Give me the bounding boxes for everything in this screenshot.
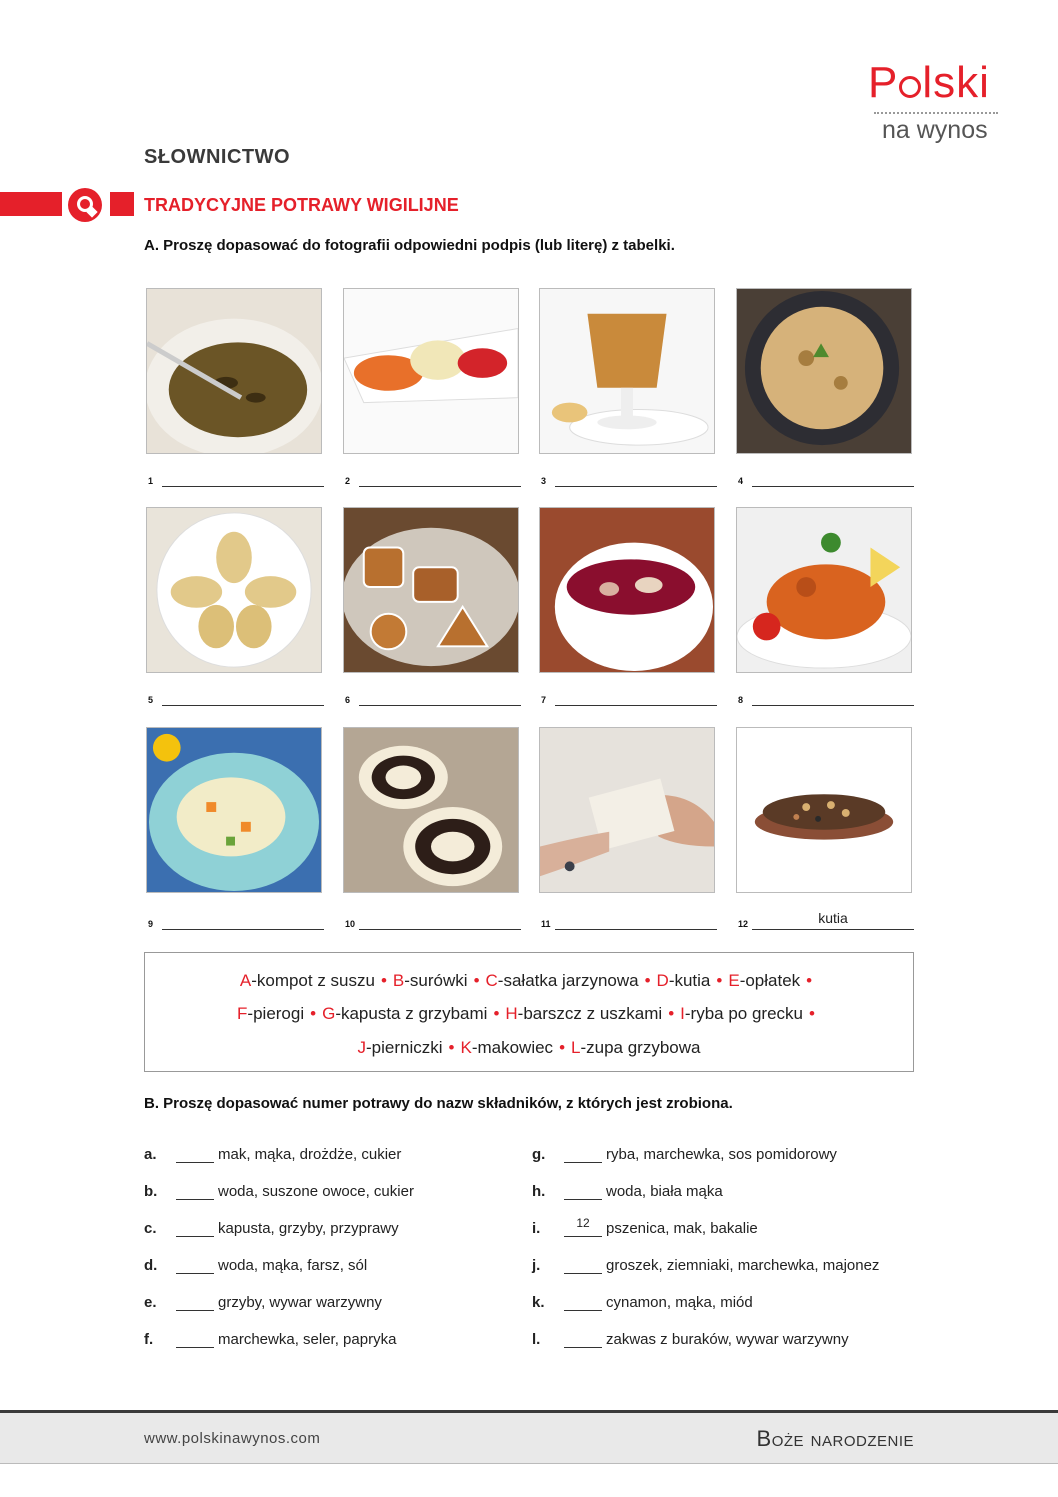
answer-line[interactable] [162,929,324,930]
item-letter: c. [144,1220,157,1237]
option-bullet: • [310,1004,317,1023]
photo-number: 9 [148,919,154,929]
option-bullet: • [380,971,387,990]
item-letter: k. [532,1294,545,1311]
photo-number: 2 [345,476,351,486]
logo-o-ring [899,76,921,98]
red-accent-square [110,192,134,216]
ingredients-text: mak, mąka, drożdże, cukier [218,1146,402,1163]
option-bullet: • [448,1038,455,1057]
options-row [145,971,913,991]
answer-blank[interactable] [176,1347,214,1348]
option-text: -pierogi [247,1004,305,1023]
answer-blank[interactable] [564,1347,602,1348]
answer-blank[interactable] [176,1310,214,1311]
option-letter: J [357,1038,366,1057]
options-row [145,1038,913,1058]
answer-line[interactable] [555,486,717,487]
answer-line[interactable] [752,705,914,706]
ingredients-text: pszenica, mak, bakalie [606,1220,758,1237]
photo-number: 1 [148,476,154,486]
answer-blank[interactable] [564,1273,602,1274]
option-bullet: • [809,1004,815,1023]
item-letter: f. [144,1331,154,1348]
option-text: -sałatka jarzynowa [497,971,639,990]
photo-number: 6 [345,695,351,705]
answer-blank[interactable] [564,1236,602,1237]
answer-line[interactable] [162,705,324,706]
answer-blank[interactable] [176,1162,214,1163]
option-bullet: • [716,971,723,990]
option-text: -opłatek [739,971,801,990]
option-letter: C [485,971,498,990]
logo-main-text: P lski [868,58,990,107]
vegetable-salads-photo [343,288,519,454]
option-letter: D [656,971,669,990]
poppy-seed-roll-photo [343,727,519,893]
option-letter: L [571,1038,581,1057]
answer-text[interactable]: kutia [818,910,848,926]
item-letter: e. [144,1294,157,1311]
ingredients-text: zakwas z buraków, wywar warzywny [606,1331,849,1348]
christmas-wafer-photo [539,727,715,893]
photo-number: 10 [345,919,356,929]
option-bullet: • [644,971,651,990]
ingredients-text: woda, biała mąka [606,1183,723,1200]
vegetable-salad-photo [146,727,322,893]
polski-na-wynos-logo [868,58,1000,148]
options-row [145,1004,913,1024]
item-letter: d. [144,1257,158,1274]
instruction-b: B. Proszę dopasować numer potrawy do nazw składników, z których jest zrobiona. [144,1095,733,1112]
photo-number: 11 [541,919,551,929]
option-text: -kompot z suszu [251,971,375,990]
item-letter: i. [532,1220,541,1237]
answer-line[interactable] [752,929,914,930]
option-bullet: • [806,971,813,990]
logo-sub-text: na wynos [882,116,988,144]
pierogi-photo [146,507,322,673]
option-text: -kapusta z grzybami [335,1004,488,1023]
ingredients-text: woda, suszone owoce, cukier [218,1183,414,1200]
red-accent-bar [0,192,62,216]
option-letter: F [237,1004,248,1023]
answer-blank[interactable] [176,1236,214,1237]
option-letter: K [460,1038,472,1057]
option-text: -kutia [668,971,711,990]
fruit-compote-photo [539,288,715,454]
option-letter: B [392,971,405,990]
ingredients-text: marchewka, seler, papryka [218,1331,397,1348]
option-text: -barszcz z uszkami [517,1004,663,1023]
answer-line[interactable] [555,705,717,706]
subsection-title: TRADYCYJNE POTRAWY WIGILIJNE [144,195,459,215]
ingredients-text: grzyby, wywar warzywny [218,1294,382,1311]
option-bullet: • [668,1004,675,1023]
option-text: -makowiec [471,1038,554,1057]
answer-line[interactable] [359,705,521,706]
footer-url[interactable]: www.polskinawynos.com [144,1430,321,1447]
option-letter: H [505,1004,518,1023]
answer-line[interactable] [162,486,324,487]
option-text: -ryba po grecku [684,1004,804,1023]
ingredients-text: ryba, marchewka, sos pomidorowy [606,1146,837,1163]
option-bullet: • [559,1038,566,1057]
option-text: -zupa grzybowa [580,1038,701,1057]
footer-bottom-line [0,1463,1058,1464]
option-bullet: • [473,971,480,990]
mushroom-soup-photo [146,288,322,454]
answer-line[interactable] [555,929,717,930]
item-letter: l. [532,1331,541,1348]
answer-blank[interactable] [564,1310,602,1311]
ingredients-text: woda, mąka, farsz, sól [218,1257,368,1274]
options-box [144,952,914,1072]
item-letter: j. [532,1257,541,1274]
photo-number: 8 [738,695,744,705]
gingerbread-cookies-photo [343,507,519,673]
option-letter: G [322,1004,336,1023]
option-text: -pierniczki [365,1038,443,1057]
instruction-a: A. Proszę dopasować do fotografii odpowiedni podpis (lub literę) z tabelki. [144,237,675,254]
greek-fish-photo [736,507,912,673]
answer-blank[interactable] [564,1199,602,1200]
option-letter: I [680,1004,685,1023]
item-letter: b. [144,1183,158,1200]
answer-line[interactable] [359,486,521,487]
answer-blank[interactable] [176,1199,214,1200]
ingredients-text: groszek, ziemniaki, marchewka, majonez [606,1257,880,1274]
beetroot-soup-photo [539,507,715,673]
photo-number: 12 [738,919,749,929]
item-letter: h. [532,1183,546,1200]
option-text: -surówki [404,971,468,990]
answer-line[interactable] [752,486,914,487]
section-title: SŁOWNICTWO [144,146,291,168]
speech-bubble-icon [68,188,102,222]
cabbage-mushrooms-photo [736,288,912,454]
answer-line[interactable] [359,929,521,930]
answer-blank[interactable] [564,1162,602,1163]
photo-number: 5 [148,695,154,705]
item-letter: a. [144,1146,157,1163]
photo-number: 7 [541,695,547,705]
option-letter: E [728,971,740,990]
footer-title: Boże narodzenie [756,1426,914,1451]
photo-number: 4 [738,476,744,486]
photo-number: 3 [541,476,547,486]
kutia-photo [736,727,912,893]
item-letter: g. [532,1146,546,1163]
answer-fill[interactable]: 12 [576,1216,590,1230]
option-letter: A [239,971,252,990]
option-bullet: • [493,1004,500,1023]
answer-blank[interactable] [176,1273,214,1274]
logo-divider [874,112,998,114]
ingredients-text: kapusta, grzyby, przyprawy [218,1220,399,1237]
ingredients-text: cynamon, mąka, miód [606,1294,753,1311]
